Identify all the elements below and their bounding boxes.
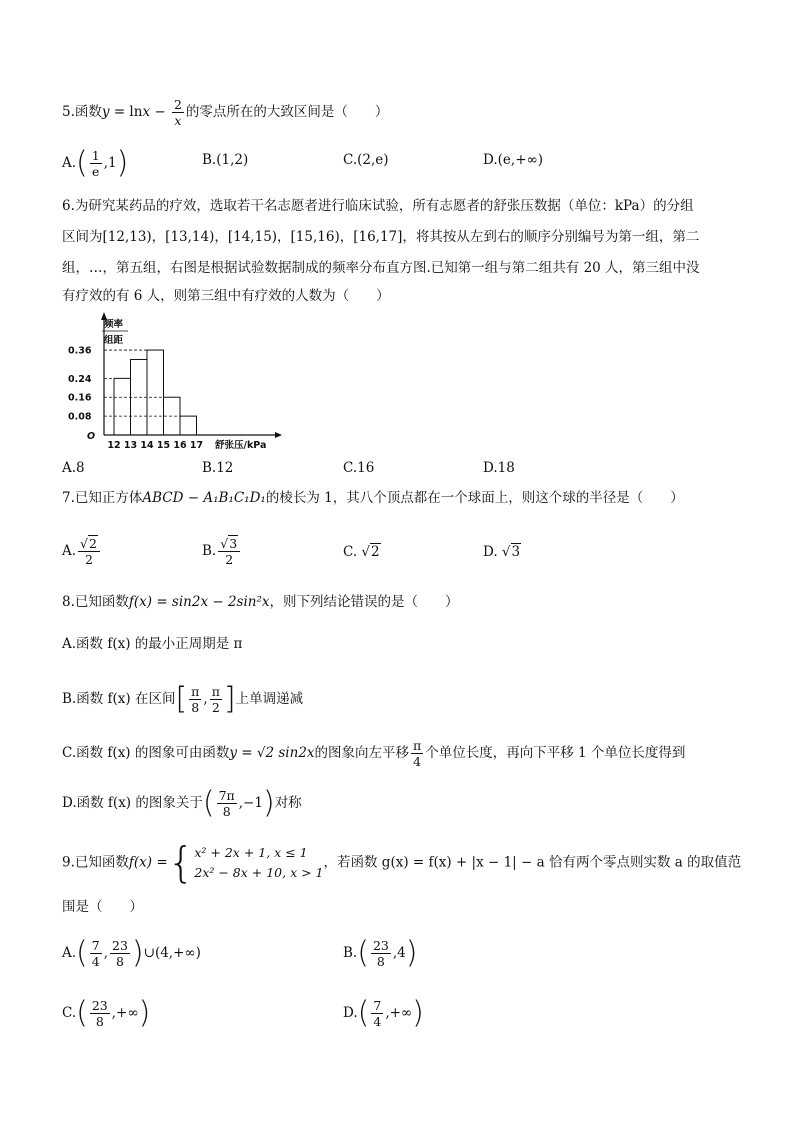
q6-line-3: 组，…，第五组，右图是根据试验数据制成的频率分布直方图.已知第一组与第二组共有 20 人，第三组中没 xyxy=(62,260,700,276)
q8-option-c: C.函数 f(x) 的图象可由函数y = √2 sin2x的图象向左平移 $\frac{\pi}{4}$ 个单位长度，再向下平移 1 个单位长度得到 xyxy=(62,738,686,769)
origin-label: O xyxy=(87,431,96,442)
q9-stem: 9.已知函数f(x) ={ x² + 2x + 1, x ≤ 1 2x² − 8x + 10, x > 1 ，若函数 g(x) = f(x) + |x − 1| − a 恰有两个零点则实数 a 的取值范 xyxy=(62,838,742,887)
q7-option-d: D. √3 xyxy=(483,544,521,560)
histogram-bar xyxy=(114,378,131,435)
histogram-bar xyxy=(147,350,164,435)
q6-option-c: C.16 xyxy=(343,460,375,476)
q8-option-a: A.函数 f(x) 的最小正周期是 π xyxy=(62,636,243,652)
y-tick-label: 0.36 xyxy=(68,345,92,357)
q5-option-d: D.(e,+∞) xyxy=(483,152,544,168)
x-tick-label: 12 xyxy=(107,440,121,451)
q6-option-b: B.12 xyxy=(202,460,234,476)
y-tick-label: 0.24 xyxy=(68,373,92,385)
q9-piecewise: x² + 2x + 1, x ≤ 1 2x² − 8x + 10, x > 1 xyxy=(194,845,324,880)
q8-option-d: D.函数 f(x) 的图象关于( $\frac{7\pi}{8}$ ,−1)对称 xyxy=(62,785,302,821)
q8-option-b: B.函数 f(x) 在区间[ $\frac{\pi}{8}$ , $\frac{\pi}{2}$ ]上单调递减 xyxy=(62,681,304,717)
x-tick-label: 15 xyxy=(156,440,171,451)
x-tick-label: 14 xyxy=(140,440,154,451)
q8-stem: 8.已知函数f(x) = sin2x − 2sin²x，则下列结论错误的是（ ） xyxy=(62,594,459,610)
x-tick-label: 13 xyxy=(123,440,138,451)
q6-line-4: 有疗效的有 6 人，则第三组中有疗效的人数为（ ） xyxy=(62,288,390,304)
histogram-chart xyxy=(60,310,290,460)
q9-option-a: A.( $\frac{7}{4}$ , $\frac{23}{8}$ )∪(4,+∞) xyxy=(62,935,201,971)
y-axis-label-top: 频率 xyxy=(104,319,124,330)
x-axis-arrow xyxy=(275,432,282,438)
x-tick-label: 17 xyxy=(189,440,204,451)
q7-option-b: B. $\frac{√3}{2}$ xyxy=(202,536,242,567)
histogram-bar xyxy=(180,416,197,435)
q7-option-a: A. $\frac{√2}{2}$ xyxy=(62,536,102,567)
x-axis-label: 舒张压/kPa xyxy=(215,440,267,451)
q5-option-b: B.(1,2) xyxy=(202,152,249,168)
q5-option-a: A.( $\frac{1}{e}$ ,1) xyxy=(62,145,129,181)
x-tick-label: 16 xyxy=(173,440,187,451)
q6-option-a: A.8 xyxy=(62,460,85,476)
q9-stem-line-2: 围是（ ） xyxy=(62,899,143,915)
y-tick-label: 0.16 xyxy=(68,392,92,404)
q9-option-d: D.( $\frac{7}{4}$ ,+∞) xyxy=(343,995,424,1031)
q6-line-2: 区间为[12,13)，[13,14)，[14,15)，[15,16)，[16,17]，将其按从左到右的顺序分别编号为第一组，第二 xyxy=(62,229,700,245)
y-axis-label-bottom: 组距 xyxy=(104,335,124,346)
q7-option-c: C. √2 xyxy=(343,544,380,560)
q5-fraction: $\frac{2}{x}$ xyxy=(173,97,182,128)
q5-option-c: C.(2,e) xyxy=(343,152,389,168)
y-tick-label: 0.08 xyxy=(68,411,92,423)
q9-option-b: B.( $\frac{23}{8}$ ,4) xyxy=(343,935,418,971)
q5-stem: 5.函数y = lnx − $\frac{2}{x}$ 的零点所在的大致区间是（ ） xyxy=(62,97,389,128)
q6-option-d: D.18 xyxy=(483,460,515,476)
q9-option-c: C.( $\frac{23}{8}$ ,+∞) xyxy=(62,995,151,1031)
q7-stem: 7.已知正方体ABCD − A₁B₁C₁D₁的棱长为 1，其八个顶点都在一个球面上，则这个球的半径是（ ） xyxy=(62,490,684,506)
q6-line-1: 6.为研究某药品的疗效，选取若干名志愿者进行临床试验，所有志愿者的舒张压数据（单位：kPa）的分组 xyxy=(62,198,694,214)
